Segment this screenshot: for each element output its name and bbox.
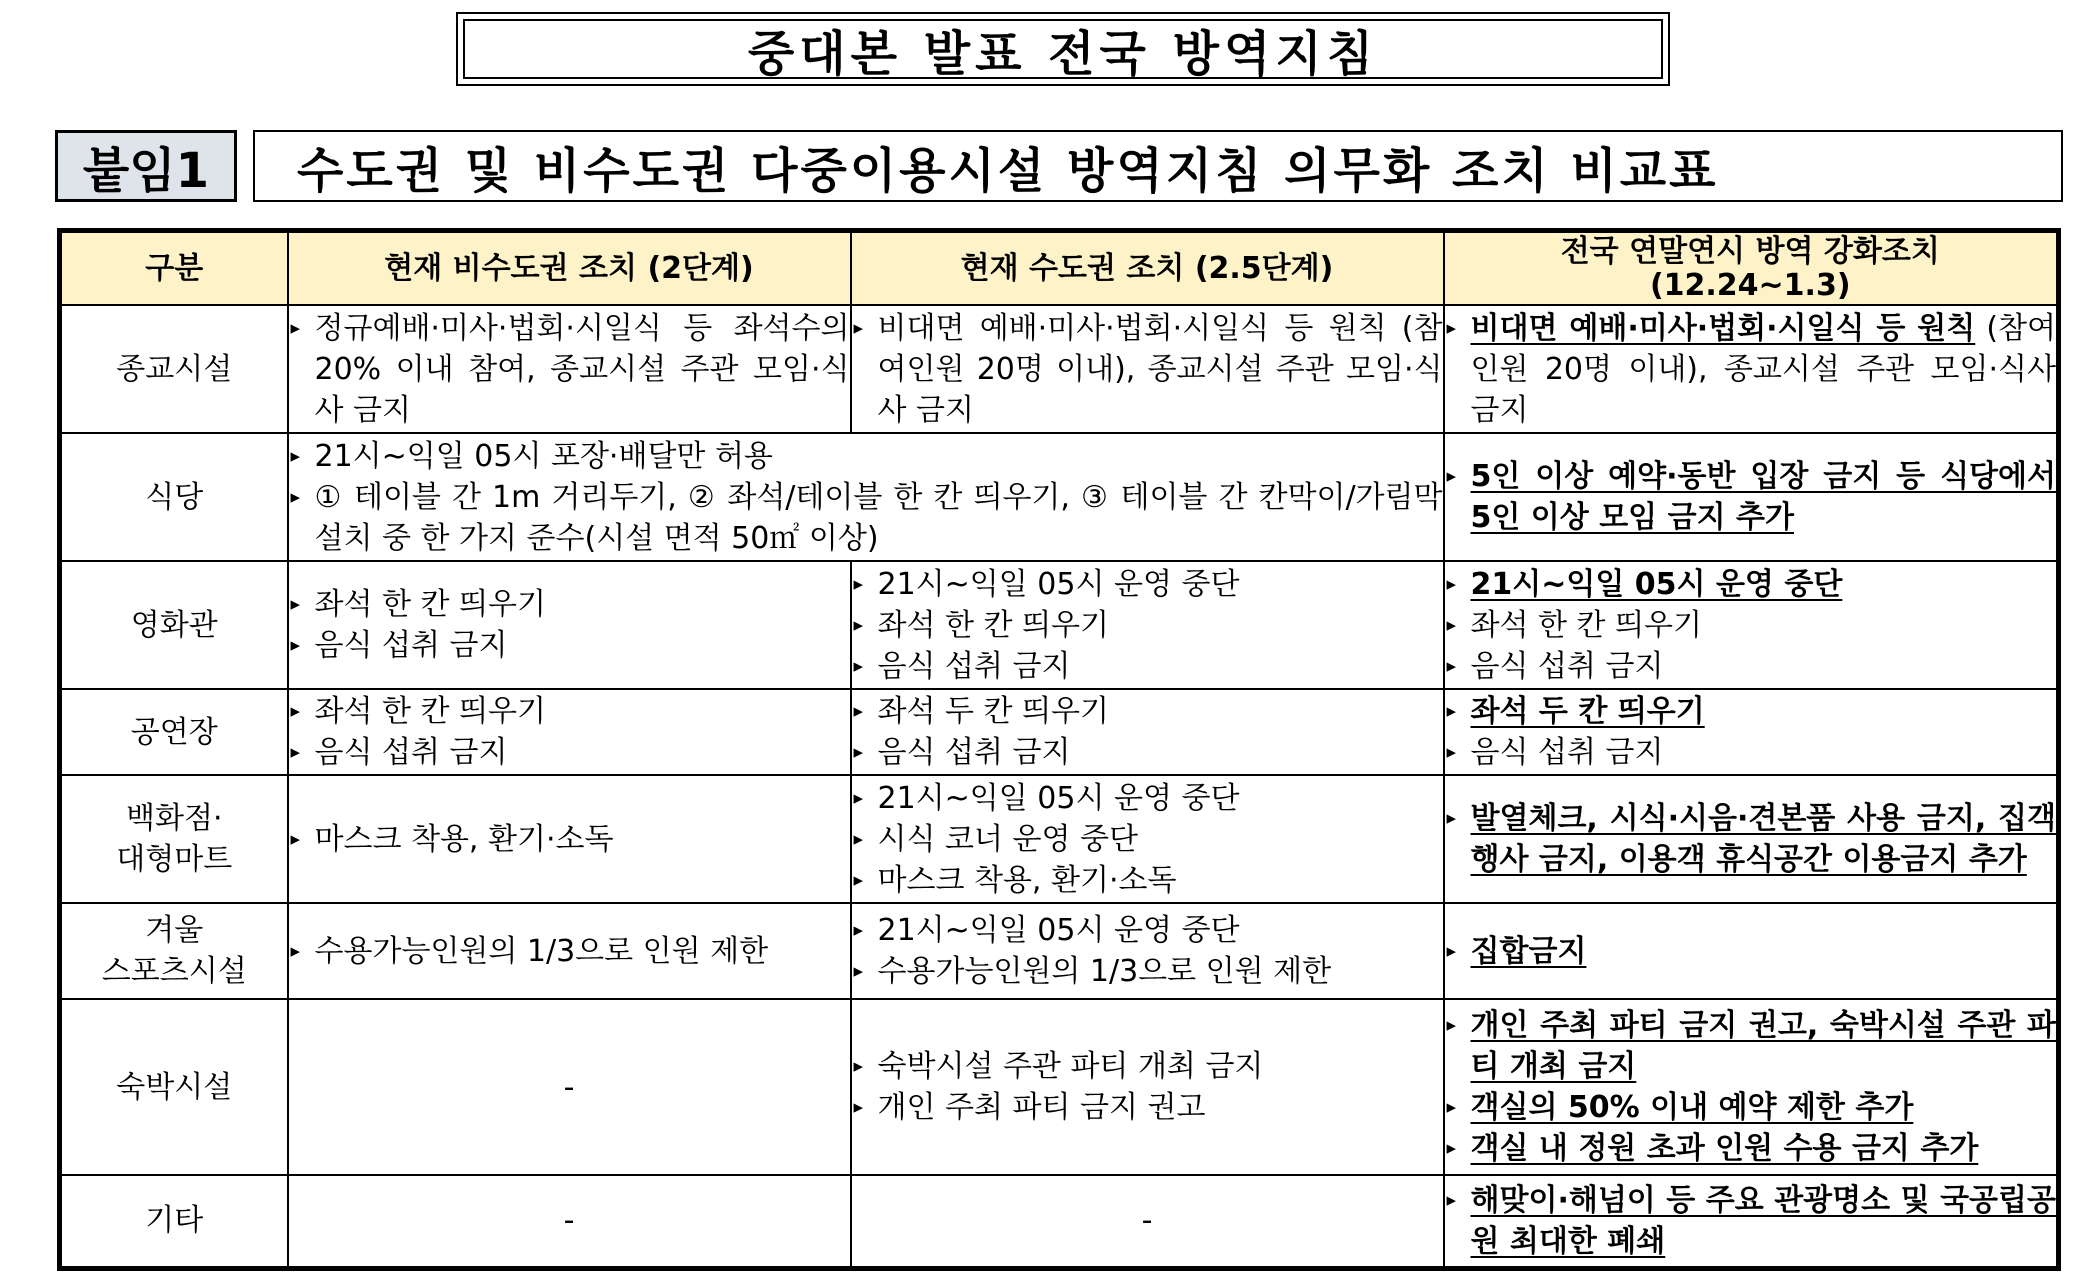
cell-nationwide: [1444, 689, 2059, 775]
item-text: 개인 주최 파티 금지 권고: [877, 1090, 1206, 1125]
main-title-box: [456, 12, 1670, 86]
bullet-icon: ▸: [290, 700, 301, 722]
bullet-item: [289, 477, 1443, 559]
table-row: [60, 999, 2059, 1175]
cell-capital: [851, 689, 1444, 775]
table-row: [60, 903, 2059, 999]
bullet-icon: ▸: [1446, 465, 1457, 487]
cell-non-capital: -: [288, 1175, 851, 1268]
table-row: [60, 1175, 2059, 1268]
table-subtitle: 수도권 및 비수도권 다중이용시설 방역지침 의무화 조치 비교표: [253, 130, 2063, 202]
col-header-capital: 현재 수도권 조치 (2.5단계): [851, 231, 1444, 306]
bullet-icon: ▸: [290, 316, 301, 339]
item-text: 좌석 한 칸 띄우기: [877, 607, 1109, 643]
emphasized-text: 5인 이상 예약·동반 입장 금지 등 식당에서 5인 이상 모임 금지 추가: [1470, 459, 2056, 535]
item-text: 마스크 착용, 환기·소독: [314, 821, 614, 857]
item-text: (참여인원 20명 이내), 종교시설 주관 모임·식사 금지: [1470, 310, 2056, 428]
bullet-item: [1445, 456, 2057, 538]
item-text: 좌석 한 칸 띄우기: [1470, 607, 1702, 643]
cell-nationwide: [1444, 305, 2059, 433]
cell-non-capital: [288, 775, 851, 903]
bullet-item: [289, 625, 850, 666]
cell-nationwide: [1444, 1175, 2059, 1268]
bullet-item: [1445, 931, 2057, 972]
cell-nationwide: [1444, 903, 2059, 999]
cell-non-capital: -: [288, 999, 851, 1175]
bullet-icon: ▸: [853, 868, 864, 891]
bullet-icon: ▸: [1446, 654, 1457, 677]
bullet-item: [289, 732, 850, 773]
bullet-icon: ▸: [290, 593, 301, 615]
bullet-icon: ▸: [853, 316, 864, 339]
bullet-icon: ▸: [853, 572, 864, 595]
item-text: 21시~익일 05시 운영 중단: [877, 913, 1240, 948]
cell-merged-current: [288, 433, 1444, 561]
bullet-item: [1445, 1180, 2057, 1262]
bullet-item: [289, 584, 850, 625]
bullet-icon: ▸: [290, 485, 301, 508]
cell-capital: [851, 999, 1444, 1175]
emphasized-text: 비대면 예배·미사·법회·시일식 등 원칙: [1470, 310, 1976, 346]
item-text: 시식 코너 운영 중단: [877, 821, 1138, 857]
emphasized-text: 해맞이·해넘이 등 주요 관광명소 및 국공립공원 최대한 폐쇄: [1470, 1182, 2056, 1259]
col-header-category: 구분: [60, 231, 288, 306]
emphasized-text: 집합금지: [1470, 933, 1587, 969]
cell-capital: [851, 561, 1444, 689]
bullet-icon: ▸: [1446, 939, 1457, 962]
bullet-icon: ▸: [853, 654, 864, 677]
bullet-icon: ▸: [1446, 807, 1457, 829]
bullet-icon: ▸: [1446, 1188, 1457, 1211]
cell-nationwide: [1444, 999, 2059, 1175]
item-text: 음식 섭취 금지: [877, 735, 1071, 770]
bullet-icon: ▸: [853, 741, 864, 763]
bullet-icon: ▸: [1446, 700, 1457, 722]
item-text: 수용가능인원의 1/3으로 인원 제한: [314, 933, 769, 969]
bullet-icon: ▸: [1446, 613, 1457, 636]
bullet-item: [852, 308, 1443, 431]
item-text: 좌석 한 칸 띄우기: [314, 587, 546, 622]
cell-non-capital: [288, 903, 851, 999]
row-category: 백화점· 대형마트: [60, 775, 288, 903]
bullet-icon: ▸: [853, 1055, 864, 1077]
cell-non-capital: [288, 561, 851, 689]
cell-capital: -: [851, 1175, 1444, 1268]
item-text: 좌석 한 칸 띄우기: [314, 694, 546, 729]
bullet-icon: ▸: [853, 700, 864, 722]
emphasized-text: 객실의 50% 이내 예약 제한 추가: [1470, 1090, 1914, 1125]
row-category: 식당: [60, 433, 288, 561]
row-category: 겨울 스포츠시설: [60, 903, 288, 999]
cell-nationwide: [1444, 775, 2059, 903]
bullet-item: [1445, 732, 2057, 773]
emphasized-text: 객실 내 정원 초과 인원 수용 금지 추가: [1470, 1131, 1979, 1166]
emphasized-text: 좌석 두 칸 띄우기: [1470, 694, 1705, 729]
bullet-icon: ▸: [1446, 572, 1457, 595]
item-text: 음식 섭취 금지: [1470, 735, 1664, 770]
item-text: 정규예배·미사·법회·시일식 등 좌석수의 20% 이내 참여, 종교시설 주관 모임·식사 금지: [314, 310, 850, 428]
bullet-item: [852, 732, 1443, 773]
bullet-icon: ▸: [853, 827, 864, 850]
bullet-item: [1445, 691, 2057, 732]
table-row: [60, 689, 2059, 775]
item-text: 숙박시설 주관 파티 개최 금지: [877, 1049, 1264, 1084]
bullet-icon: ▸: [1446, 1014, 1457, 1036]
item-text: 수용가능인원의 1/3으로 인원 제한: [877, 954, 1332, 989]
bullet-item: [852, 646, 1443, 687]
cell-capital: [851, 305, 1444, 433]
bullet-item: [852, 860, 1443, 901]
bullet-item: [852, 951, 1443, 992]
bullet-item: [1445, 605, 2057, 646]
bullet-item: [852, 605, 1443, 646]
row-category: 공연장: [60, 689, 288, 775]
bullet-item: [289, 931, 850, 972]
bullet-item: [289, 691, 850, 732]
bullet-item: [852, 564, 1443, 605]
item-text: 비대면 예배·미사·법회·시일식 등 원칙 (참여인원 20명 이내), 종교시설 주관 모임·식사 금지: [877, 310, 1443, 428]
item-text: 음식 섭취 금지: [314, 735, 508, 770]
bullet-icon: ▸: [853, 960, 864, 982]
bullet-icon: ▸: [290, 827, 301, 850]
bullet-item: [852, 778, 1443, 819]
bullet-item: [852, 910, 1443, 951]
table-row: [60, 433, 2059, 561]
comparison-table: [57, 228, 2061, 1271]
item-text: 음식 섭취 금지: [1470, 648, 1664, 684]
bullet-item: [1445, 1087, 2057, 1128]
bullet-icon: ▸: [290, 939, 301, 962]
table-row: [60, 305, 2059, 433]
bullet-item: [852, 1046, 1443, 1087]
bullet-item: [1445, 1005, 2057, 1087]
bullet-item: [852, 1087, 1443, 1128]
bullet-item: [1445, 646, 2057, 687]
item-text: 마스크 착용, 환기·소독: [877, 862, 1177, 898]
header-row: [60, 231, 2059, 306]
cell-capital: [851, 903, 1444, 999]
bullet-icon: ▸: [853, 919, 864, 941]
item-text: 좌석 두 칸 띄우기: [877, 694, 1109, 729]
bullet-item: [289, 436, 1443, 477]
bullet-item: [852, 819, 1443, 860]
bullet-item: [852, 691, 1443, 732]
emphasized-text: 21시~익일 05시 운영 중단: [1470, 566, 1843, 602]
bullet-item: [289, 819, 850, 860]
item-text: 음식 섭취 금지: [877, 648, 1071, 684]
emphasized-text: 개인 주최 파티 금지 권고, 숙박시설 주관 파티 개최 금지: [1470, 1008, 2056, 1084]
bullet-icon: ▸: [290, 444, 301, 467]
bullet-icon: ▸: [853, 1096, 864, 1118]
bullet-item: [1445, 308, 2057, 431]
item-text: 21시~익일 05시 포장·배달만 허용: [314, 438, 773, 474]
cell-non-capital: [288, 305, 851, 433]
cell-capital: [851, 775, 1444, 903]
bullet-icon: ▸: [290, 634, 301, 656]
item-text: 21시~익일 05시 운영 중단: [877, 566, 1240, 602]
row-category: 종교시설: [60, 305, 288, 433]
bullet-icon: ▸: [1446, 741, 1457, 763]
bullet-icon: ▸: [853, 613, 864, 636]
item-text: ① 테이블 간 1m 거리두기, ② 좌석/테이블 한 칸 띄우기, ③ 테이블 간 칸막이/가림막 설치 중 한 가지 준수(시설 면적 50㎡ 이상): [314, 479, 1443, 556]
item-text: 음식 섭취 금지: [314, 628, 508, 663]
bullet-icon: ▸: [1446, 316, 1457, 339]
emphasized-text: 발열체크, 시식·시음·견본품 사용 금지, 집객행사 금지, 이용객 휴식공간 이용금지 추가: [1470, 801, 2056, 877]
cell-nationwide: [1444, 433, 2059, 561]
table-row: [60, 561, 2059, 689]
bullet-item: [1445, 564, 2057, 605]
col-header-non-capital: 현재 비수도권 조치 (2단계): [288, 231, 851, 306]
bullet-icon: ▸: [1446, 1137, 1457, 1159]
bullet-item: [1445, 1128, 2057, 1169]
attachment-badge: 붙임1: [55, 130, 237, 202]
table-row: [60, 775, 2059, 903]
row-category: 영화관: [60, 561, 288, 689]
item-text: 21시~익일 05시 운영 중단: [877, 780, 1240, 816]
row-category: 기타: [60, 1175, 288, 1268]
main-title: 중대본 발표 전국 방역지침: [747, 25, 1379, 82]
bullet-icon: ▸: [290, 741, 301, 763]
row-category: 숙박시설: [60, 999, 288, 1175]
cell-nationwide: [1444, 561, 2059, 689]
col-header-nationwide: 전국 연말연시 방역 강화조치 (12.24~1.3): [1444, 231, 2059, 306]
bullet-item: [289, 308, 850, 431]
bullet-icon: ▸: [1446, 1096, 1457, 1118]
bullet-item: [1445, 798, 2057, 880]
cell-non-capital: [288, 689, 851, 775]
bullet-icon: ▸: [853, 786, 864, 809]
